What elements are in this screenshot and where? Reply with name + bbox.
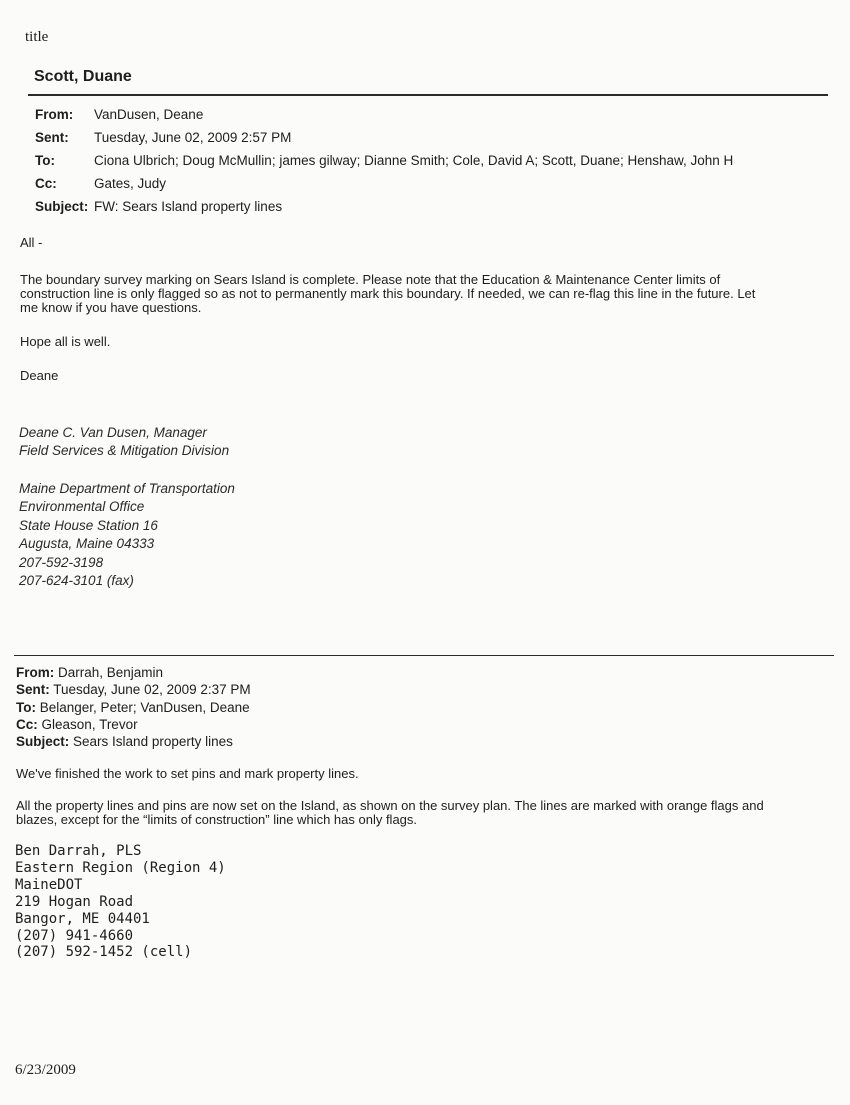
signature-line: Ben Darrah, PLS: [15, 843, 142, 859]
closing: Hope all is well.: [20, 334, 111, 349]
header-value: Ciona Ulbrich; Doug McMullin; james gilway; Dianne Smith; Cole, David A; Scott, Duane; Henshaw, John H: [94, 153, 734, 168]
header-label: Cc:: [16, 716, 38, 732]
header-cc: [16, 716, 251, 733]
header-value: FW: Sears Island property lines: [94, 199, 283, 214]
address-line: Maine Department of Transportation: [19, 481, 235, 496]
address-line: 207-592-3198: [19, 554, 104, 570]
signature-block: [15, 843, 226, 961]
header-value: Sears Island property lines: [73, 734, 233, 750]
signature-line: MaineDOT: [15, 876, 83, 893]
header-label: From:: [35, 107, 74, 122]
message-body: We've finished the work to set pins and mark property lines.: [16, 766, 359, 781]
signature-line: (207) 941-4660: [15, 927, 134, 944]
signature-line: Deane C. Van Dusen, Manager: [19, 425, 207, 440]
address-line: State House Station 16: [19, 517, 158, 533]
address-line: Augusta, Maine 04333: [19, 536, 155, 552]
print-date: 6/23/2009: [15, 1062, 76, 1078]
greeting: All -: [20, 235, 43, 250]
header-value: VanDusen, Deane: [94, 107, 204, 122]
header-value: Tuesday, June 02, 2009 2:57 PM: [94, 130, 292, 145]
address-block: [19, 480, 235, 590]
forwarded-headers: [16, 664, 251, 750]
header-from: [16, 664, 251, 681]
signature-line: Eastern Region (Region 4): [15, 859, 226, 876]
divider: [14, 655, 834, 656]
header-label: To:: [35, 153, 55, 168]
header-value: Gates, Judy: [94, 176, 167, 191]
address-line: 207-624-3101 (fax): [19, 573, 134, 589]
signature-block: [19, 424, 229, 461]
signature-line: (207) 592-1452 (cell): [15, 944, 193, 961]
header-to: [16, 699, 251, 716]
header-value: Gleason, Trevor: [41, 716, 138, 732]
message-body: The boundary survey marking on Sears Island is complete. Please note that the Education & Maintenance Center limits of construction line is only flagged so as not to permanently mark this boundary. If needed, we can re-flag this line in the future. Let me know if you have questions.: [20, 272, 756, 315]
header-subject: [16, 733, 251, 750]
header-value: Darrah, Benjamin: [58, 665, 164, 680]
signoff: Deane: [20, 368, 59, 383]
address-line: Environmental Office: [19, 499, 145, 515]
header-label: To:: [16, 699, 36, 715]
header-label: Sent:: [35, 130, 69, 145]
signature-line: Bangor, ME 04401: [15, 910, 150, 927]
header-label: Subject:: [35, 199, 89, 214]
mailbox-owner: Scott, Duane: [34, 68, 132, 85]
header-label: Sent:: [16, 682, 50, 698]
signature-line: 219 Hogan Road: [15, 893, 134, 910]
message-body: All the property lines and pins are now set on the Island, as shown on the survey plan. The lines are marked with orange flags and blazes, except for the “limits of construction” line which has only flags.: [16, 798, 764, 827]
header-label: Cc:: [35, 176, 57, 191]
header-label: Subject:: [16, 734, 70, 750]
signature-line: Field Services & Mitigation Division: [19, 443, 230, 459]
header-value: Belanger, Peter; VanDusen, Deane: [39, 699, 250, 715]
header-label: From:: [16, 665, 55, 680]
header-value: Tuesday, June 02, 2009 2:37 PM: [53, 682, 251, 698]
divider: [28, 94, 828, 96]
page-title: title: [25, 29, 49, 45]
header-sent: [16, 681, 251, 698]
